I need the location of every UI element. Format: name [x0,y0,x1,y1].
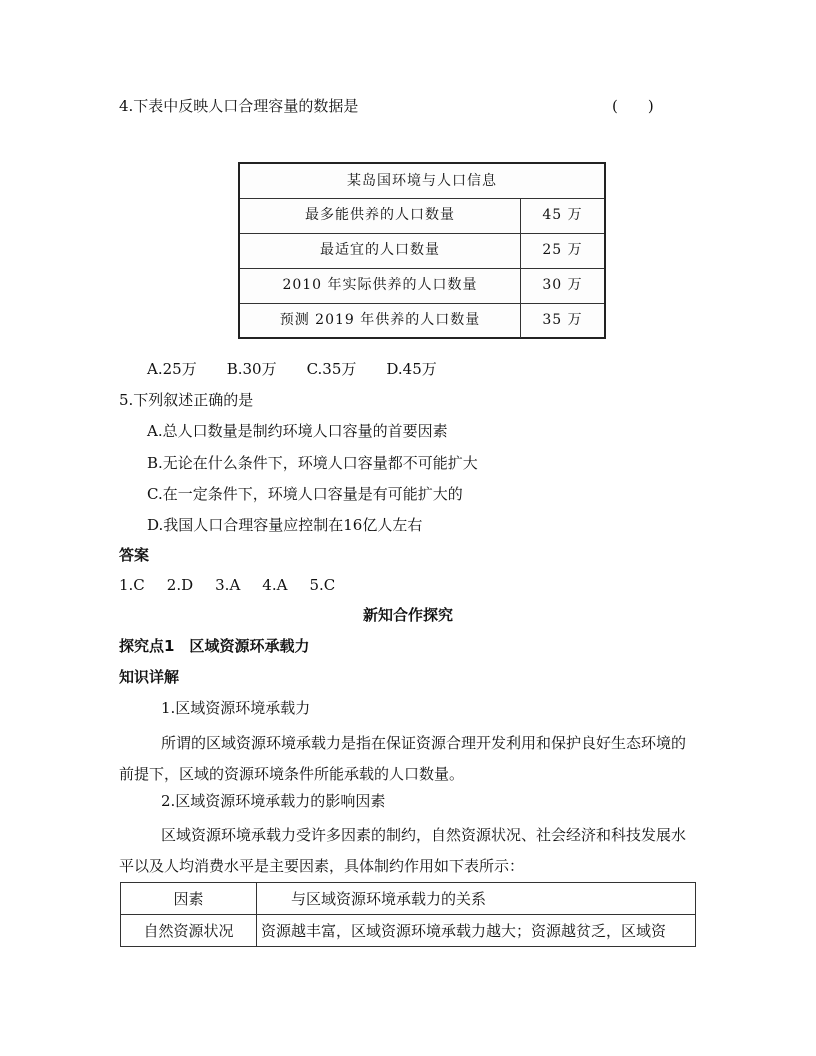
answer-item: 3.A [215,576,241,594]
island-info-table [238,162,606,339]
q5-option-a: A.总人口数量是制约环境人口容量的首要因素 [147,422,448,440]
section-title: 新知合作探究 [362,606,453,624]
row-label: 最适宜的人口数量 [240,233,521,268]
knowledge-heading: 知识详解 [119,668,180,686]
q5-option-c: C.在一定条件下，环境人口容量是有可能扩大的 [147,485,463,503]
table-row [240,233,604,269]
row-label: 2010 年实际供养的人口数量 [240,268,521,303]
relation-cell: 资源越丰富，区域资源环境承载力越大；资源越贫乏，区域资 [257,915,696,947]
row-label: 预测 2019 年供养的人口数量 [240,303,521,338]
option-c: C.35万 [306,360,357,378]
paragraph-2: 区域资源环境承载力受许多因素的制约，自然资源状况、社会经济和科技发展水平以及人均消费水平是主要因素，具体制约作用如下表所示： [119,826,687,875]
row-value: 25 万 [542,242,583,258]
answer-item: 4.A [262,576,288,594]
question-4-options [147,358,467,379]
row-value: 45 万 [542,207,583,223]
table-row [121,915,696,947]
header-relation: 与区域资源环境承载力的关系 [257,883,696,915]
table-row [240,303,604,338]
subheading-2: 2.区域资源环境承载力的影响因素 [161,792,386,810]
row-value: 30 万 [542,277,583,293]
answers-list [119,576,357,594]
table-row [240,198,604,234]
factor-table [120,882,696,947]
answer-item: 2.D [166,576,194,594]
question-5-text: 5.下列叙述正确的是 [119,391,254,409]
answer-item: 5.C [309,576,336,594]
header-factor: 因素 [121,883,257,915]
q5-option-d: D.我国人口合理容量应控制在16亿人左右 [147,516,423,534]
option-b: B.30万 [226,360,277,378]
option-d: D.45万 [386,360,437,378]
answer-item: 1.C [119,576,145,594]
row-label: 最多能供养的人口数量 [240,198,521,233]
answers-heading: 答案 [119,546,150,564]
table-header-row [121,883,696,915]
table-row [240,268,604,304]
paragraph-1: 所谓的区域资源环境承载力是指在保证资源合理开发利用和保护良好生态环境的前提下，区域的资源环境条件所能承载的人口数量。 [119,734,687,783]
q5-option-b: B.无论在什么条件下，环境人口容量都不可能扩大 [147,454,478,472]
island-table-title: 某岛国环境与人口信息 [240,164,604,199]
subheading-1: 1.区域资源环境承载力 [161,699,311,717]
factor-cell: 自然资源状况 [121,915,257,947]
question-4-text: 4.下表中反映人口合理容量的数据是 [119,97,359,115]
answer-blank: ( ) [612,97,654,115]
row-value: 35 万 [542,312,583,328]
explore-point-heading: 探究点1 区域资源环承载力 [119,637,310,655]
option-a: A.25万 [147,360,197,378]
